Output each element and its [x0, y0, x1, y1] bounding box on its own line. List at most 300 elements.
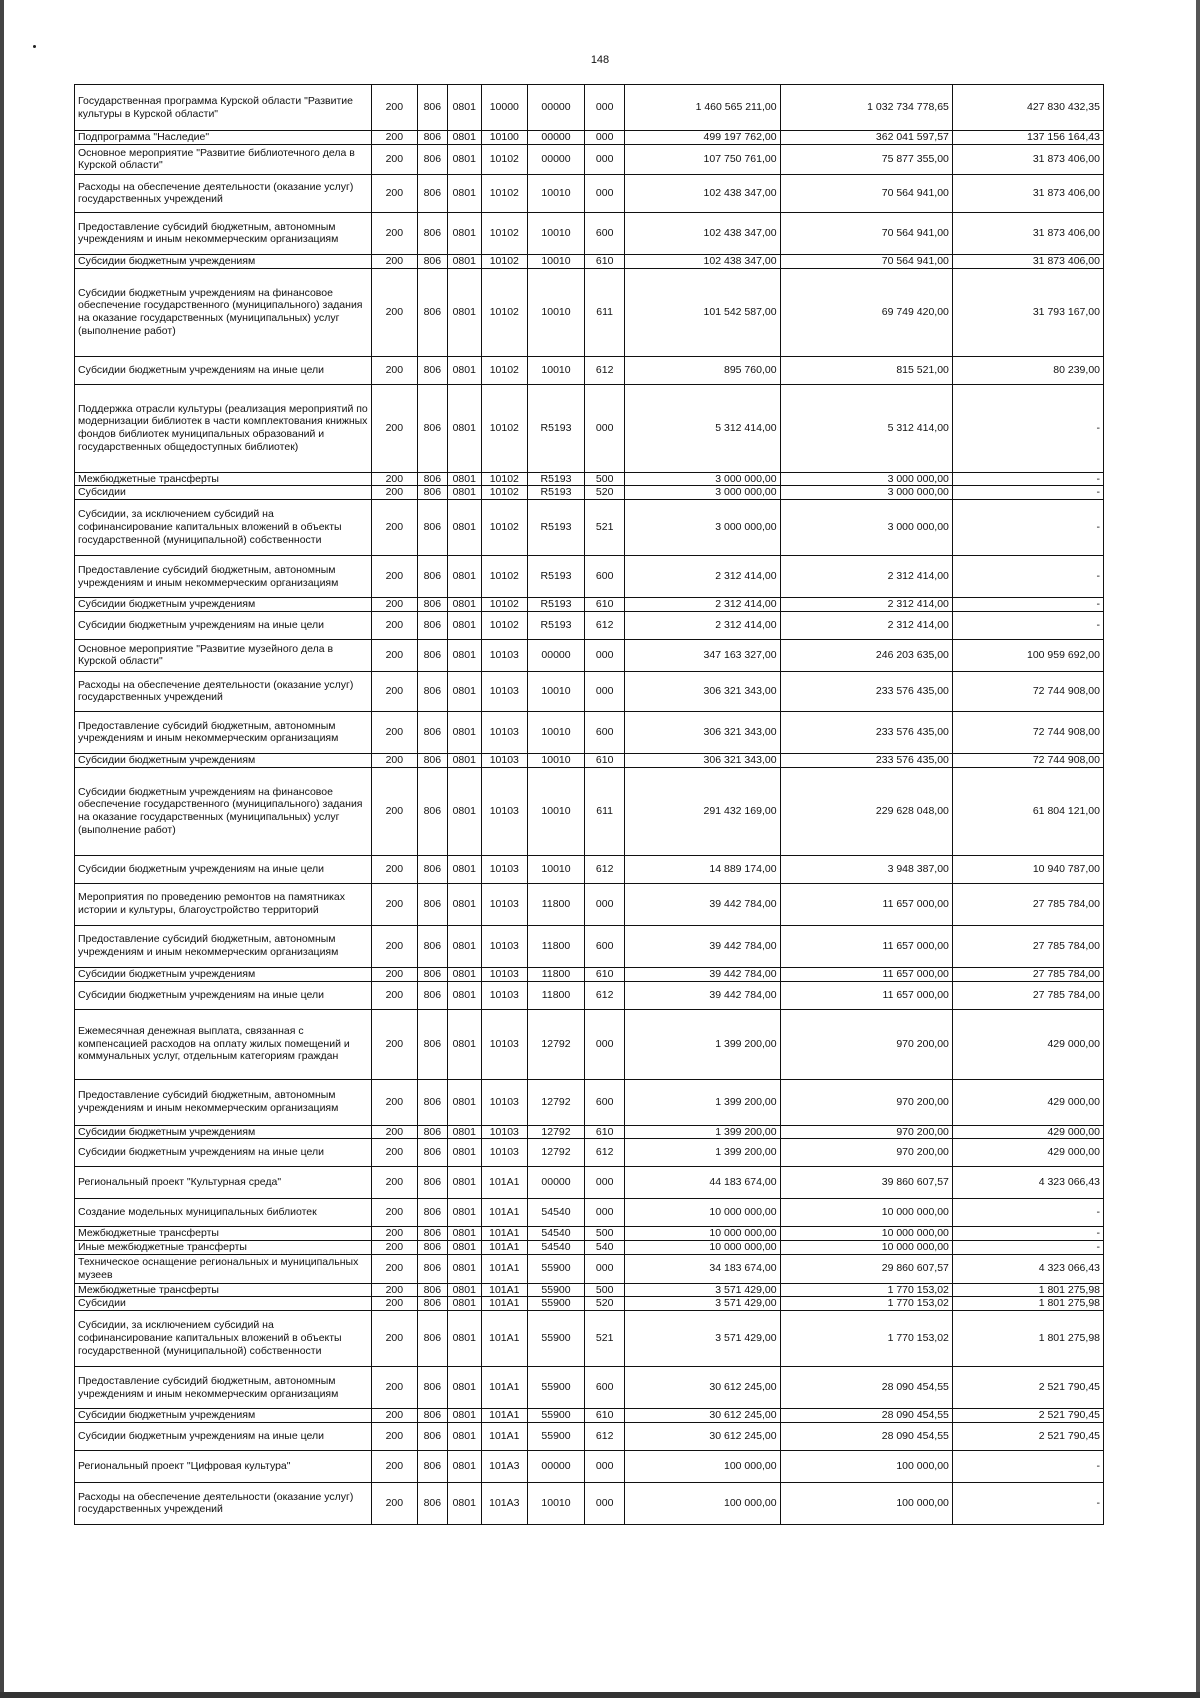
- expense-type-code: 612: [584, 1139, 625, 1167]
- remaining-amount: -: [952, 598, 1103, 612]
- direction-code: 00000: [528, 85, 585, 131]
- section-code: 200: [372, 1009, 418, 1079]
- approved-amount: 101 542 587,00: [625, 268, 780, 356]
- section-code: 200: [372, 144, 418, 174]
- program-code: 101A3: [481, 1482, 528, 1524]
- ministry-code: 806: [417, 1450, 447, 1482]
- budget-item-name: Предоставление субсидий бюджетным, автономным учреждениям и иным некоммерческим организациям: [75, 925, 372, 967]
- direction-code: 10010: [528, 671, 585, 711]
- program-code: 101A3: [481, 1450, 528, 1482]
- executed-amount: 362 041 597,57: [780, 131, 952, 145]
- section-code: 200: [372, 1227, 418, 1241]
- budget-item-name: Иные межбюджетные трансферты: [75, 1241, 372, 1255]
- budget-table: [74, 84, 1104, 1525]
- ministry-code: 806: [417, 1125, 447, 1139]
- expense-type-code: 500: [584, 1227, 625, 1241]
- budget-item-name: Субсидии бюджетным учреждениям на иные цели: [75, 855, 372, 883]
- ministry-code: 806: [417, 967, 447, 981]
- budget-item-name: Подпрограмма "Наследие": [75, 131, 372, 145]
- table-row: [75, 1199, 1104, 1227]
- table-row: [75, 767, 1104, 855]
- subsection-code: 0801: [448, 1297, 481, 1311]
- program-code: 10103: [481, 711, 528, 753]
- subsection-code: 0801: [448, 1125, 481, 1139]
- approved-amount: 347 163 327,00: [625, 639, 780, 671]
- approved-amount: 3 571 429,00: [625, 1297, 780, 1311]
- expense-type-code: 000: [584, 1167, 625, 1199]
- executed-amount: 3 000 000,00: [780, 500, 952, 556]
- approved-amount: 30 612 245,00: [625, 1409, 780, 1423]
- ministry-code: 806: [417, 556, 447, 598]
- budget-item-name: Субсидии бюджетным учреждениям: [75, 598, 372, 612]
- subsection-code: 0801: [448, 967, 481, 981]
- approved-amount: 306 321 343,00: [625, 711, 780, 753]
- direction-code: 12792: [528, 1125, 585, 1139]
- direction-code: 10010: [528, 1482, 585, 1524]
- expense-type-code: 000: [584, 883, 625, 925]
- direction-code: 11800: [528, 925, 585, 967]
- section-code: 200: [372, 85, 418, 131]
- remaining-amount: 4 323 066,43: [952, 1167, 1103, 1199]
- executed-amount: 10 000 000,00: [780, 1241, 952, 1255]
- program-code: 10102: [481, 472, 528, 486]
- table-row: [75, 981, 1104, 1009]
- ministry-code: 806: [417, 855, 447, 883]
- section-code: 200: [372, 1409, 418, 1423]
- approved-amount: 10 000 000,00: [625, 1227, 780, 1241]
- expense-type-code: 610: [584, 967, 625, 981]
- executed-amount: 5 312 414,00: [780, 384, 952, 472]
- budget-item-name: Региональный проект "Цифровая культура": [75, 1450, 372, 1482]
- ministry-code: 806: [417, 1079, 447, 1125]
- program-code: 10102: [481, 174, 528, 212]
- direction-code: R5193: [528, 384, 585, 472]
- ministry-code: 806: [417, 254, 447, 268]
- budget-item-name: Субсидии: [75, 1297, 372, 1311]
- budget-item-name: Субсидии бюджетным учреждениям на иные цели: [75, 356, 372, 384]
- executed-amount: 11 657 000,00: [780, 925, 952, 967]
- direction-code: 00000: [528, 131, 585, 145]
- direction-code: 10010: [528, 356, 585, 384]
- direction-code: 55900: [528, 1311, 585, 1367]
- table-row: [75, 1422, 1104, 1450]
- section-code: 200: [372, 1079, 418, 1125]
- subsection-code: 0801: [448, 753, 481, 767]
- direction-code: 55900: [528, 1409, 585, 1423]
- remaining-amount: 429 000,00: [952, 1009, 1103, 1079]
- expense-type-code: 000: [584, 144, 625, 174]
- direction-code: 10010: [528, 711, 585, 753]
- ministry-code: 806: [417, 1367, 447, 1409]
- executed-amount: 1 770 153,02: [780, 1283, 952, 1297]
- subsection-code: 0801: [448, 1227, 481, 1241]
- table-row: [75, 174, 1104, 212]
- approved-amount: 102 438 347,00: [625, 174, 780, 212]
- ministry-code: 806: [417, 1139, 447, 1167]
- approved-amount: 291 432 169,00: [625, 767, 780, 855]
- expense-type-code: 600: [584, 925, 625, 967]
- executed-amount: 2 312 414,00: [780, 556, 952, 598]
- budget-item-name: Субсидии бюджетным учреждениям: [75, 254, 372, 268]
- section-code: 200: [372, 174, 418, 212]
- subsection-code: 0801: [448, 925, 481, 967]
- direction-code: R5193: [528, 598, 585, 612]
- program-code: 101A1: [481, 1409, 528, 1423]
- remaining-amount: 429 000,00: [952, 1139, 1103, 1167]
- budget-item-name: Субсидии бюджетным учреждениям на финансовое обеспечение государственного (муниципального) задания на оказание государственных (муниципальных) услуг (выполнение работ): [75, 268, 372, 356]
- table-row: [75, 711, 1104, 753]
- direction-code: 54540: [528, 1199, 585, 1227]
- section-code: 200: [372, 500, 418, 556]
- ministry-code: 806: [417, 925, 447, 967]
- budget-item-name: Субсидии бюджетным учреждениям: [75, 967, 372, 981]
- direction-code: 12792: [528, 1139, 585, 1167]
- budget-item-name: Субсидии, за исключением субсидий на софинансирование капитальных вложений в объекты государственной (муниципальной) собственности: [75, 500, 372, 556]
- subsection-code: 0801: [448, 356, 481, 384]
- budget-item-name: Субсидии бюджетным учреждениям на финансовое обеспечение государственного (муниципального) задания на оказание государственных (муниципальных) услуг (выполнение работ): [75, 767, 372, 855]
- remaining-amount: -: [952, 384, 1103, 472]
- table-row: [75, 384, 1104, 472]
- subsection-code: 0801: [448, 1311, 481, 1367]
- remaining-amount: 31 873 406,00: [952, 144, 1103, 174]
- subsection-code: 0801: [448, 767, 481, 855]
- approved-amount: 3 571 429,00: [625, 1311, 780, 1367]
- section-code: 200: [372, 711, 418, 753]
- remaining-amount: 100 959 692,00: [952, 639, 1103, 671]
- table-row: [75, 268, 1104, 356]
- ministry-code: 806: [417, 1227, 447, 1241]
- program-code: 10103: [481, 925, 528, 967]
- remaining-amount: 2 521 790,45: [952, 1367, 1103, 1409]
- subsection-code: 0801: [448, 855, 481, 883]
- subsection-code: 0801: [448, 174, 481, 212]
- remaining-amount: -: [952, 1241, 1103, 1255]
- ministry-code: 806: [417, 753, 447, 767]
- remaining-amount: 31 873 406,00: [952, 254, 1103, 268]
- section-code: 200: [372, 1241, 418, 1255]
- expense-type-code: 612: [584, 356, 625, 384]
- remaining-amount: 1 801 275,98: [952, 1311, 1103, 1367]
- expense-type-code: 520: [584, 486, 625, 500]
- executed-amount: 233 576 435,00: [780, 671, 952, 711]
- subsection-code: 0801: [448, 1241, 481, 1255]
- section-code: 200: [372, 1450, 418, 1482]
- section-code: 200: [372, 1167, 418, 1199]
- approved-amount: 2 312 414,00: [625, 598, 780, 612]
- approved-amount: 30 612 245,00: [625, 1367, 780, 1409]
- ministry-code: 806: [417, 356, 447, 384]
- budget-item-name: Основное мероприятие "Развитие музейного дела в Курской области": [75, 639, 372, 671]
- ministry-code: 806: [417, 1199, 447, 1227]
- program-code: 10102: [481, 486, 528, 500]
- table-row: [75, 753, 1104, 767]
- approved-amount: 2 312 414,00: [625, 556, 780, 598]
- remaining-amount: -: [952, 1227, 1103, 1241]
- table-row: [75, 500, 1104, 556]
- expense-type-code: 610: [584, 1409, 625, 1423]
- table-row: [75, 1367, 1104, 1409]
- table-row: [75, 883, 1104, 925]
- subsection-code: 0801: [448, 1422, 481, 1450]
- subsection-code: 0801: [448, 144, 481, 174]
- budget-item-name: Государственная программа Курской области "Развитие культуры в Курской области": [75, 85, 372, 131]
- expense-type-code: 500: [584, 472, 625, 486]
- table-row: [75, 1297, 1104, 1311]
- expense-type-code: 610: [584, 254, 625, 268]
- direction-code: 55900: [528, 1283, 585, 1297]
- program-code: 10103: [481, 883, 528, 925]
- remaining-amount: 31 793 167,00: [952, 268, 1103, 356]
- approved-amount: 1 399 200,00: [625, 1125, 780, 1139]
- approved-amount: 3 571 429,00: [625, 1283, 780, 1297]
- approved-amount: 39 442 784,00: [625, 925, 780, 967]
- program-code: 101A1: [481, 1199, 528, 1227]
- ministry-code: 806: [417, 144, 447, 174]
- table-row: [75, 1167, 1104, 1199]
- remaining-amount: 27 785 784,00: [952, 925, 1103, 967]
- subsection-code: 0801: [448, 1254, 481, 1283]
- program-code: 101A1: [481, 1311, 528, 1367]
- expense-type-code: 612: [584, 611, 625, 639]
- executed-amount: 233 576 435,00: [780, 711, 952, 753]
- executed-amount: 11 657 000,00: [780, 967, 952, 981]
- remaining-amount: 1 801 275,98: [952, 1283, 1103, 1297]
- budget-item-name: Межбюджетные трансферты: [75, 1227, 372, 1241]
- expense-type-code: 000: [584, 1009, 625, 1079]
- approved-amount: 1 460 565 211,00: [625, 85, 780, 131]
- approved-amount: 5 312 414,00: [625, 384, 780, 472]
- approved-amount: 1 399 200,00: [625, 1139, 780, 1167]
- expense-type-code: 000: [584, 1450, 625, 1482]
- subsection-code: 0801: [448, 711, 481, 753]
- program-code: 10102: [481, 556, 528, 598]
- budget-item-name: Субсидии, за исключением субсидий на софинансирование капитальных вложений в объекты государственной (муниципальной) собственности: [75, 1311, 372, 1367]
- budget-item-name: Расходы на обеспечение деятельности (оказание услуг) государственных учреждений: [75, 174, 372, 212]
- direction-code: R5193: [528, 472, 585, 486]
- approved-amount: 102 438 347,00: [625, 254, 780, 268]
- expense-type-code: 000: [584, 174, 625, 212]
- program-code: 101A1: [481, 1283, 528, 1297]
- executed-amount: 70 564 941,00: [780, 174, 952, 212]
- remaining-amount: 27 785 784,00: [952, 981, 1103, 1009]
- remaining-amount: -: [952, 1199, 1103, 1227]
- remaining-amount: 137 156 164,43: [952, 131, 1103, 145]
- section-code: 200: [372, 1482, 418, 1524]
- expense-type-code: 611: [584, 268, 625, 356]
- section-code: 200: [372, 356, 418, 384]
- expense-type-code: 000: [584, 85, 625, 131]
- budget-item-name: Межбюджетные трансферты: [75, 472, 372, 486]
- direction-code: 00000: [528, 1450, 585, 1482]
- program-code: 10100: [481, 131, 528, 145]
- program-code: 101A1: [481, 1297, 528, 1311]
- remaining-amount: 27 785 784,00: [952, 883, 1103, 925]
- expense-type-code: 540: [584, 1241, 625, 1255]
- subsection-code: 0801: [448, 598, 481, 612]
- section-code: 200: [372, 1139, 418, 1167]
- subsection-code: 0801: [448, 85, 481, 131]
- section-code: 200: [372, 883, 418, 925]
- expense-type-code: 000: [584, 671, 625, 711]
- budget-item-name: Региональный проект "Культурная среда": [75, 1167, 372, 1199]
- expense-type-code: 610: [584, 753, 625, 767]
- subsection-code: 0801: [448, 883, 481, 925]
- subsection-code: 0801: [448, 981, 481, 1009]
- approved-amount: 102 438 347,00: [625, 212, 780, 254]
- approved-amount: 34 183 674,00: [625, 1254, 780, 1283]
- direction-code: 55900: [528, 1367, 585, 1409]
- subsection-code: 0801: [448, 1367, 481, 1409]
- section-code: 200: [372, 212, 418, 254]
- ministry-code: 806: [417, 671, 447, 711]
- ministry-code: 806: [417, 1167, 447, 1199]
- approved-amount: 1 399 200,00: [625, 1079, 780, 1125]
- subsection-code: 0801: [448, 254, 481, 268]
- program-code: 101A1: [481, 1367, 528, 1409]
- remaining-amount: 4 323 066,43: [952, 1254, 1103, 1283]
- subsection-code: 0801: [448, 1450, 481, 1482]
- approved-amount: 3 000 000,00: [625, 486, 780, 500]
- executed-amount: 970 200,00: [780, 1125, 952, 1139]
- table-row: [75, 967, 1104, 981]
- table-row: [75, 925, 1104, 967]
- subsection-code: 0801: [448, 639, 481, 671]
- remaining-amount: -: [952, 500, 1103, 556]
- expense-type-code: 000: [584, 1199, 625, 1227]
- remaining-amount: 72 744 908,00: [952, 671, 1103, 711]
- table-row: [75, 254, 1104, 268]
- approved-amount: 39 442 784,00: [625, 883, 780, 925]
- expense-type-code: 600: [584, 711, 625, 753]
- subsection-code: 0801: [448, 1009, 481, 1079]
- program-code: 10102: [481, 384, 528, 472]
- executed-amount: 246 203 635,00: [780, 639, 952, 671]
- program-code: 10103: [481, 753, 528, 767]
- expense-type-code: 521: [584, 500, 625, 556]
- budget-item-name: Ежемесячная денежная выплата, связанная с компенсацией расходов на оплату жилых помещений и коммунальных услуг, отдельным категориям граждан: [75, 1009, 372, 1079]
- executed-amount: 70 564 941,00: [780, 212, 952, 254]
- section-code: 200: [372, 1311, 418, 1367]
- approved-amount: 3 000 000,00: [625, 500, 780, 556]
- executed-amount: 970 200,00: [780, 1009, 952, 1079]
- page-number: 148: [590, 54, 610, 66]
- table-row: [75, 1254, 1104, 1283]
- executed-amount: 229 628 048,00: [780, 767, 952, 855]
- direction-code: 10010: [528, 753, 585, 767]
- program-code: 10103: [481, 1139, 528, 1167]
- approved-amount: 100 000,00: [625, 1482, 780, 1524]
- section-code: 200: [372, 967, 418, 981]
- executed-amount: 3 000 000,00: [780, 472, 952, 486]
- remaining-amount: 429 000,00: [952, 1125, 1103, 1139]
- executed-amount: 100 000,00: [780, 1450, 952, 1482]
- approved-amount: 14 889 174,00: [625, 855, 780, 883]
- program-code: 10102: [481, 254, 528, 268]
- budget-item-name: Субсидии бюджетным учреждениям на иные цели: [75, 1422, 372, 1450]
- ministry-code: 806: [417, 598, 447, 612]
- expense-type-code: 521: [584, 1311, 625, 1367]
- budget-item-name: Создание модельных муниципальных библиотек: [75, 1199, 372, 1227]
- subsection-code: 0801: [448, 611, 481, 639]
- budget-item-name: Расходы на обеспечение деятельности (оказание услуг) государственных учреждений: [75, 671, 372, 711]
- executed-amount: 970 200,00: [780, 1079, 952, 1125]
- ministry-code: 806: [417, 1009, 447, 1079]
- program-code: 101A1: [481, 1422, 528, 1450]
- expense-type-code: 610: [584, 598, 625, 612]
- scan-speck: [33, 45, 36, 48]
- direction-code: R5193: [528, 500, 585, 556]
- remaining-amount: 72 744 908,00: [952, 753, 1103, 767]
- ministry-code: 806: [417, 1409, 447, 1423]
- direction-code: 11800: [528, 981, 585, 1009]
- program-code: 10102: [481, 268, 528, 356]
- subsection-code: 0801: [448, 1283, 481, 1297]
- executed-amount: 39 860 607,57: [780, 1167, 952, 1199]
- executed-amount: 2 312 414,00: [780, 611, 952, 639]
- direction-code: 00000: [528, 639, 585, 671]
- ministry-code: 806: [417, 1283, 447, 1297]
- ministry-code: 806: [417, 1241, 447, 1255]
- scan-bottom-edge: [0, 1692, 1200, 1698]
- table-row: [75, 1409, 1104, 1423]
- remaining-amount: -: [952, 611, 1103, 639]
- section-code: 200: [372, 268, 418, 356]
- approved-amount: 44 183 674,00: [625, 1167, 780, 1199]
- executed-amount: 10 000 000,00: [780, 1227, 952, 1241]
- approved-amount: 1 399 200,00: [625, 1009, 780, 1079]
- direction-code: 10010: [528, 174, 585, 212]
- remaining-amount: 31 873 406,00: [952, 174, 1103, 212]
- executed-amount: 3 000 000,00: [780, 486, 952, 500]
- table-row: [75, 598, 1104, 612]
- remaining-amount: 429 000,00: [952, 1079, 1103, 1125]
- table-row: [75, 1125, 1104, 1139]
- subsection-code: 0801: [448, 1167, 481, 1199]
- subsection-code: 0801: [448, 212, 481, 254]
- direction-code: 00000: [528, 1167, 585, 1199]
- section-code: 200: [372, 472, 418, 486]
- executed-amount: 28 090 454,55: [780, 1422, 952, 1450]
- section-code: 200: [372, 1254, 418, 1283]
- section-code: 200: [372, 753, 418, 767]
- subsection-code: 0801: [448, 1409, 481, 1423]
- expense-type-code: 611: [584, 767, 625, 855]
- direction-code: 55900: [528, 1254, 585, 1283]
- approved-amount: 3 000 000,00: [625, 472, 780, 486]
- budget-item-name: Предоставление субсидий бюджетным, автономным учреждениям и иным некоммерческим организациям: [75, 556, 372, 598]
- table-row: [75, 1227, 1104, 1241]
- section-code: 200: [372, 639, 418, 671]
- table-row: [75, 1450, 1104, 1482]
- program-code: 10102: [481, 598, 528, 612]
- expense-type-code: 612: [584, 855, 625, 883]
- section-code: 200: [372, 556, 418, 598]
- table-row: [75, 1283, 1104, 1297]
- direction-code: 10010: [528, 268, 585, 356]
- section-code: 200: [372, 981, 418, 1009]
- budget-item-name: Субсидии бюджетным учреждениям на иные цели: [75, 1139, 372, 1167]
- table-row: [75, 1482, 1104, 1524]
- ministry-code: 806: [417, 981, 447, 1009]
- table-row: [75, 1009, 1104, 1079]
- subsection-code: 0801: [448, 268, 481, 356]
- budget-item-name: Субсидии бюджетным учреждениям: [75, 1125, 372, 1139]
- direction-code: 10010: [528, 767, 585, 855]
- subsection-code: 0801: [448, 1079, 481, 1125]
- remaining-amount: 72 744 908,00: [952, 711, 1103, 753]
- table-row: [75, 1079, 1104, 1125]
- table-row: [75, 1139, 1104, 1167]
